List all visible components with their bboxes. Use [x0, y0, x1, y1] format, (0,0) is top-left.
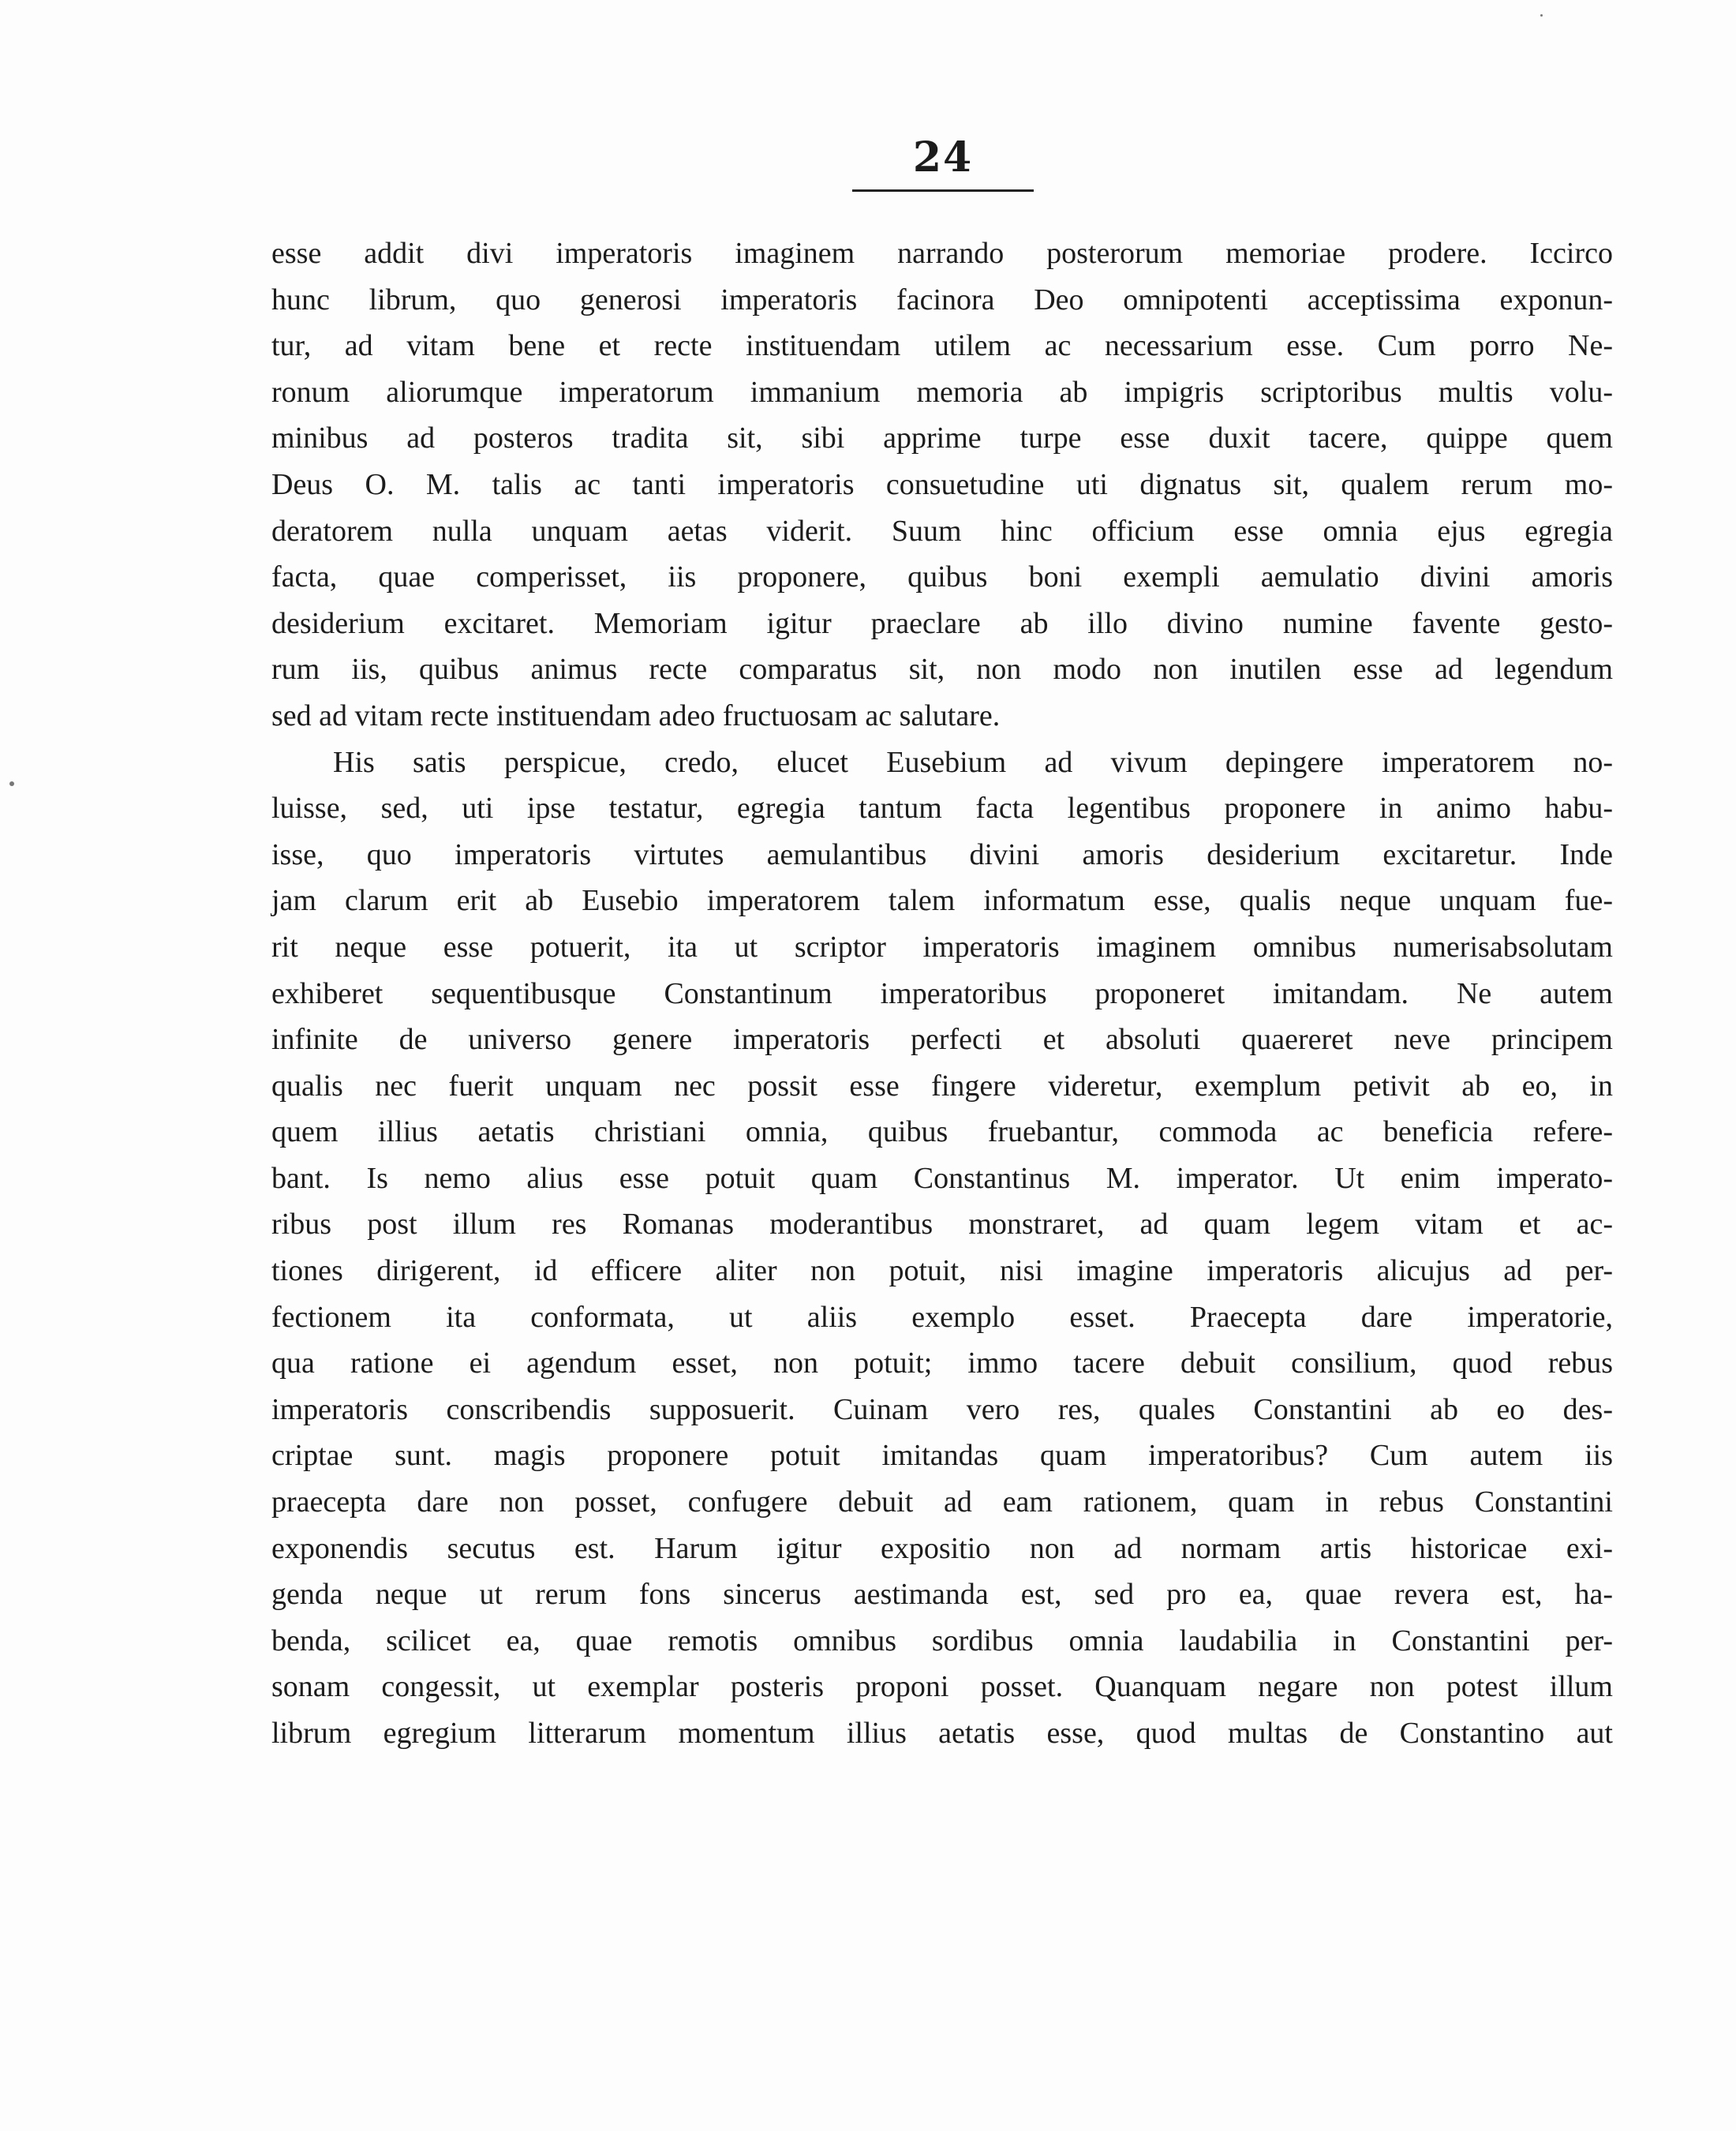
text-line: quem illius aetatis christiani omnia, quibus fruebantur, commoda ac beneficia refere- — [271, 1115, 1613, 1149]
text-line: benda, scilicet ea, quae remotis omnibus sordibus omnia laudabilia in Constantini per- — [271, 1624, 1613, 1657]
text-line: qua ratione ei agendum esset, non potuit; immo tacere debuit consilium, quod rebus — [271, 1346, 1613, 1380]
text-line: librum egregium litterarum momentum illius aetatis esse, quod multas de Constantino aut — [271, 1717, 1613, 1750]
text-line: hunc librum, quo generosi imperatoris facinora Deo omnipotenti acceptissima exponun- — [271, 283, 1613, 316]
text-line: fectionem ita conformata, ut aliis exemplo esset. Praecepta dare imperatorie, — [271, 1300, 1613, 1334]
text-line: deratorem nulla unquam aetas viderit. Suum hinc officium esse omnia ejus egregia — [271, 514, 1613, 548]
text-line: exponendis secutus est. Harum igitur expositio non ad normam artis historicae exi- — [271, 1531, 1613, 1565]
text-line: ribus post illum res Romanas moderantibus monstraret, ad quam legem vitam et ac- — [271, 1208, 1613, 1242]
header-rule — [852, 189, 1034, 192]
text-line: genda neque ut rerum fons sincerus aestimanda est, sed pro ea, quae revera est, ha- — [271, 1578, 1613, 1612]
text-line: rit neque esse potuerit, ita ut scriptor imperatoris imaginem omnibus numerisabsolutam — [271, 930, 1613, 964]
text-line: infinite de universo genere imperatoris perfecti et absoluti quaereret neve principem — [271, 1023, 1613, 1057]
text-line: tur, ad vitam bene et recte instituendam utilem ac necessarium esse. Cum porro Ne- — [271, 329, 1613, 363]
text-line: qualis nec fuerit unquam nec possit esse fingere videretur, exemplum petivit ab eo, in — [271, 1069, 1613, 1103]
text-line-paragraph-start: His satis perspicue, credo, elucet Eusebium ad vivum depingere imperatorem no- — [333, 745, 1613, 779]
text-line: jam clarum erit ab Eusebio imperatorem talem informatum esse, qualis neque unquam fue- — [271, 884, 1613, 918]
text-line-paragraph-end: sed ad vitam recte instituendam adeo fructuosam ac salutare. — [271, 698, 1001, 732]
text-line: criptae sunt. magis proponere potuit imitandas quam imperatoribus? Cum autem iis — [271, 1439, 1613, 1473]
scan-speck — [1540, 14, 1543, 17]
text-line: esse addit divi imperatoris imaginem narrando posterorum memoriae prodere. Iccirco — [271, 237, 1613, 270]
text-line: imperatoris conscribendis supposuerit. Cuinam vero res, quales Constantini ab eo des- — [271, 1392, 1613, 1426]
page-header — [852, 134, 1034, 192]
text-line: luisse, sed, uti ipse testatur, egregia tantum facta legentibus proponere in animo habu- — [271, 792, 1613, 826]
text-line: facta, quae comperisset, iis proponere, quibus boni exempli aemulatio divini amoris — [271, 560, 1613, 594]
text-line: Deus O. M. talis ac tanti imperatoris consuetudine uti dignatus sit, qualem rerum mo- — [271, 467, 1613, 501]
text-line: isse, quo imperatoris virtutes aemulantibus divini amoris desiderium excitaretur. Inde — [271, 837, 1613, 871]
text-line: exhiberet sequentibusque Constantinum imperatoribus proponeret imitandam. Ne autem — [271, 976, 1613, 1010]
text-line: rum iis, quibus animus recte comparatus sit, non modo non inutilen esse ad legendum — [271, 653, 1613, 687]
body-text — [271, 230, 1613, 1757]
text-line: ronum aliorumque imperatorum immanium memoria ab impigris scriptoribus multis volu- — [271, 375, 1613, 409]
text-line: praecepta dare non posset, confugere debuit ad eam rationem, quam in rebus Constantini — [271, 1485, 1613, 1519]
text-line: minibus ad posteros tradita sit, sibi apprime turpe esse duxit tacere, quippe quem — [271, 421, 1613, 455]
text-line: bant. Is nemo alius esse potuit quam Constantinus M. imperator. Ut enim imperato- — [271, 1161, 1613, 1195]
text-line: sonam congessit, ut exemplar posteris proponi posset. Quanquam negare non potest illum — [271, 1670, 1613, 1704]
page-number: 24 — [912, 133, 974, 182]
scan-speck — [9, 781, 14, 786]
text-line: tiones dirigerent, id efficere aliter non potuit, nisi imagine imperatoris alicujus ad per- — [271, 1254, 1613, 1288]
text-line: desiderium excitaret. Memoriam igitur praeclare ab illo divino numine favente gesto- — [271, 606, 1613, 640]
